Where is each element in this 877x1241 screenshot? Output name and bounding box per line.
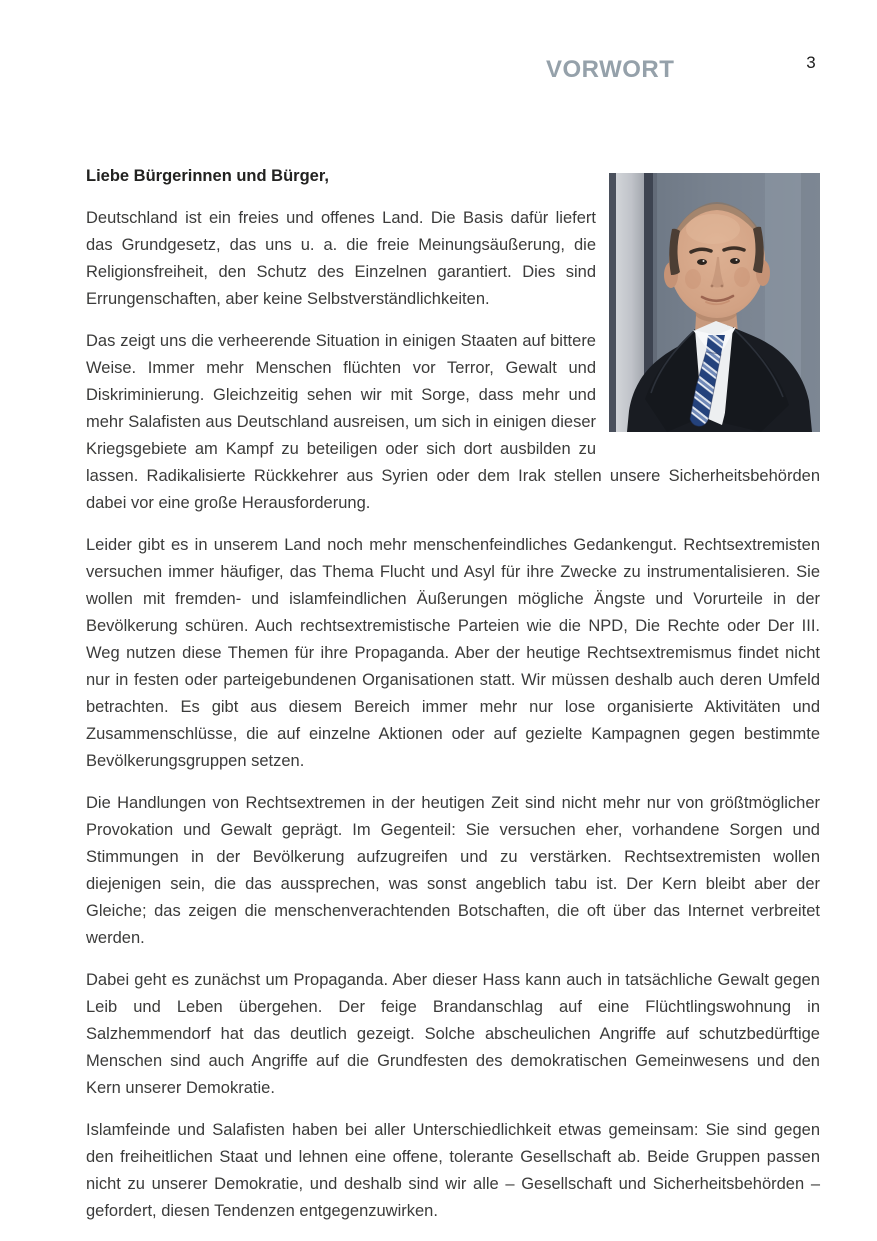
portrait-photo xyxy=(609,173,820,432)
foreword-content xyxy=(86,163,820,1225)
page-number: 3 xyxy=(806,53,816,72)
paragraph-2: Das zeigt uns die verheerende Situation in einigen Staaten auf bittere Weise. Immer mehr Menschen flüchten vor Terror, Gewalt und Diskriminierung. Gleichzeitig sehen wir mit Sorge, dass mehr und mehr Salafisten aus Deutschland ausreisen, um sich in einigen dieser Kriegsgebiete am Kampf zu beteiligen oder sich dort ausbilden zu lassen. Radikalisierte Rückkehrer aus Syrien oder dem Irak stellen unsere Sicherheitsbehörden dabei vor eine große Herausforderung. xyxy=(86,332,820,512)
page-title: VORWORT xyxy=(546,56,675,83)
paragraph-5: Dabei geht es zunächst um Propaganda. Aber dieser Hass kann auch in tatsächliche Gewalt gegen Leib und Leben übergehen. Der feige Brandanschlag auf eine Flüchtlingswohnung in Salzhemmendorf hat das deutlich gezeigt. Solche abscheulichen Angriffe auf schutzbedürftige Menschen sind auch Angriffe auf die Grundfesten des demokratischen Gemeinwesens und den Kern unserer Demokratie. xyxy=(86,971,820,1097)
portrait-photo-illustration xyxy=(609,173,820,432)
paragraph-4: Die Handlungen von Rechtsextremen in der heutigen Zeit sind nicht mehr nur von größtmöglicher Provokation und Gewalt geprägt. Im Gegenteil: Sie versuchen eher, vorhandene Sorgen und Stimmungen in der Bevölkerung aufzugreifen und zu verstärken. Rechtsextremisten wollen diejenigen sein, die das aussprechen, was sonst angeblich tabu ist. Der Kern bleibt aber der Gleiche; das zeigen die menschenverachtenden Botschaften, die oft über das Internet verbreitet werden. xyxy=(86,794,820,947)
paragraph-6: Islamfeinde und Salafisten haben bei aller Unterschiedlichkeit etwas gemeinsam: Sie sind gegen den freiheitlichen Staat und lehnen eine offene, tolerante Gesellschaft ab. Beide Gruppen passen nicht zu unserer Demokratie, und deshalb sind wir alle – Gesellschaft und Sicherheitsbehörden – gefordert, diesen Tendenzen entgegenzuwirken. xyxy=(86,1121,820,1220)
paragraph-3: Leider gibt es in unserem Land noch mehr menschenfeindliches Gedankengut. Rechtsextremisten versuchen immer häufiger, das Thema Flucht und Asyl für ihre Zwecke zu instrumentalisieren. Sie wollen mit fremden- und islamfeindlichen Äußerungen mögliche Ängste und Vorurteile in der Bevölkerung schüren. Auch rechtsextremistische Parteien wie die NPD, Die Rechte oder Der III. Weg nutzen diese Themen für ihre Propaganda. Aber der heutige Rechtsextremismus findet nicht nur in festen oder parteigebundenen Organisationen statt. Wir müssen deshalb auch deren Umfeld betrachten. Es gibt aus diesem Bereich immer mehr nur lose organisierte Aktivitäten und Zusammenschlüsse, die auf einzelne Aktionen oder auf gezielte Kampagnen gegen bestimmte Bevölkerungsgruppen setzen. xyxy=(86,536,820,770)
paragraph-1: Deutschland ist ein freies und offenes Land. Die Basis dafür liefert das Grundgesetz, das uns u. a. die freie Meinungsäußerung, die Religionsfreiheit, den Schutz des Einzelnen garantiert. Dies sind Errungenschaften, aber keine Selbstverständlichkeiten. xyxy=(86,209,596,308)
salutation: Liebe Bürgerinnen und Bürger, xyxy=(86,167,329,185)
